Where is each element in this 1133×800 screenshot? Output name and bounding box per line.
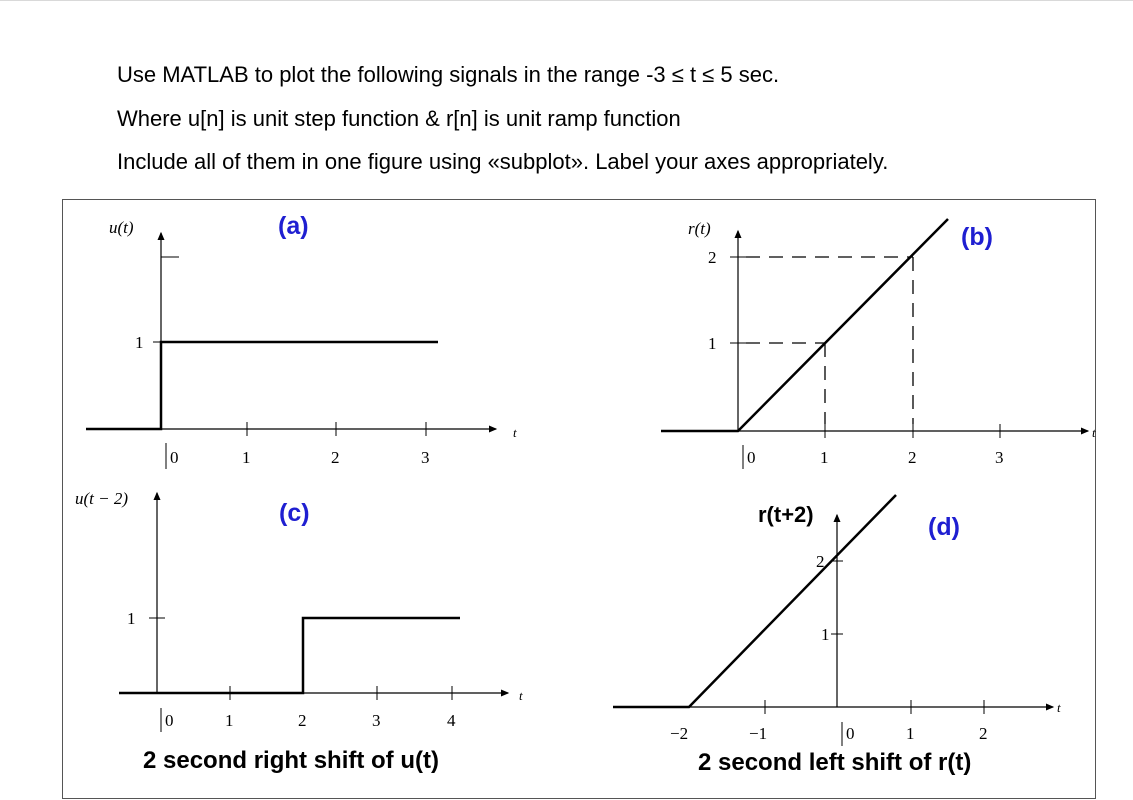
panel-b xyxy=(661,219,1096,469)
c-xlabel: t xyxy=(519,688,523,703)
b-panel-label: (b) xyxy=(961,223,993,251)
d-panel-label: (d) xyxy=(928,513,960,541)
c-xtick-label-2: 2 xyxy=(298,711,307,730)
b-signal-line xyxy=(661,219,948,431)
c-xtick-label-4: 4 xyxy=(447,711,456,730)
d-xtick-label-0: 0 xyxy=(846,724,855,743)
c-xtick-label-3: 3 xyxy=(372,711,381,730)
d-caption: 2 second left shift of r(t) xyxy=(698,749,972,776)
c-ytick-label-1: 1 xyxy=(127,609,136,628)
signals-figure xyxy=(62,199,1096,799)
a-xtick-label-1: 1 xyxy=(242,448,251,467)
d-xtick-label-neg1: −1 xyxy=(749,724,768,743)
a-xtick-label-0: 0 xyxy=(170,448,179,467)
a-ylabel: u(t) xyxy=(109,218,134,237)
a-xlabel: t xyxy=(513,425,517,440)
b-ytick-label-2: 2 xyxy=(708,248,717,267)
b-ytick-label-1: 1 xyxy=(708,334,717,353)
d-signal-line xyxy=(613,495,896,707)
c-xtick-label-1: 1 xyxy=(225,711,234,730)
d-xlabel: t xyxy=(1057,700,1061,715)
instruction-line-2: Where u[n] is unit step function & r[n] is unit ramp function xyxy=(117,106,681,131)
instruction-line-1: Use MATLAB to plot the following signals in the range -3 ≤ t ≤ 5 sec. xyxy=(117,62,780,87)
d-xtick-label-1: 1 xyxy=(906,724,915,743)
b-xtick-label-3: 3 xyxy=(995,448,1004,467)
c-ylabel: u(t − 2) xyxy=(75,489,129,508)
d-ytick-label-2: 2 xyxy=(816,552,825,571)
d-xtick-label-neg2: −2 xyxy=(670,724,689,743)
panel-d xyxy=(613,495,1061,776)
d-xtick-label-2: 2 xyxy=(979,724,988,743)
c-caption: 2 second right shift of u(t) xyxy=(143,747,439,774)
c-xtick-label-0: 0 xyxy=(165,711,174,730)
d-ylabel: r(t+2) xyxy=(758,502,814,527)
c-signal-line xyxy=(119,618,460,693)
b-xtick-label-1: 1 xyxy=(820,448,829,467)
a-xtick-label-2: 2 xyxy=(331,448,340,467)
figure-svg xyxy=(63,200,1097,800)
a-ytick-label-1: 1 xyxy=(135,333,144,352)
a-signal-line xyxy=(86,342,438,429)
instruction-line-3: Include all of them in one figure using «subplot». Label your axes appropriately. xyxy=(117,149,889,174)
a-xtick-label-3: 3 xyxy=(421,448,430,467)
b-xtick-label-2: 2 xyxy=(908,448,917,467)
panel-c xyxy=(75,489,523,774)
b-ylabel: r(t) xyxy=(688,219,711,238)
d-ytick-label-1: 1 xyxy=(821,625,830,644)
b-xlabel: t xyxy=(1092,425,1096,440)
b-xtick-label-0: 0 xyxy=(747,448,756,467)
c-panel-label: (c) xyxy=(279,499,310,527)
top-divider xyxy=(0,0,1133,1)
panel-a xyxy=(86,212,517,469)
a-panel-label: (a) xyxy=(278,212,309,240)
